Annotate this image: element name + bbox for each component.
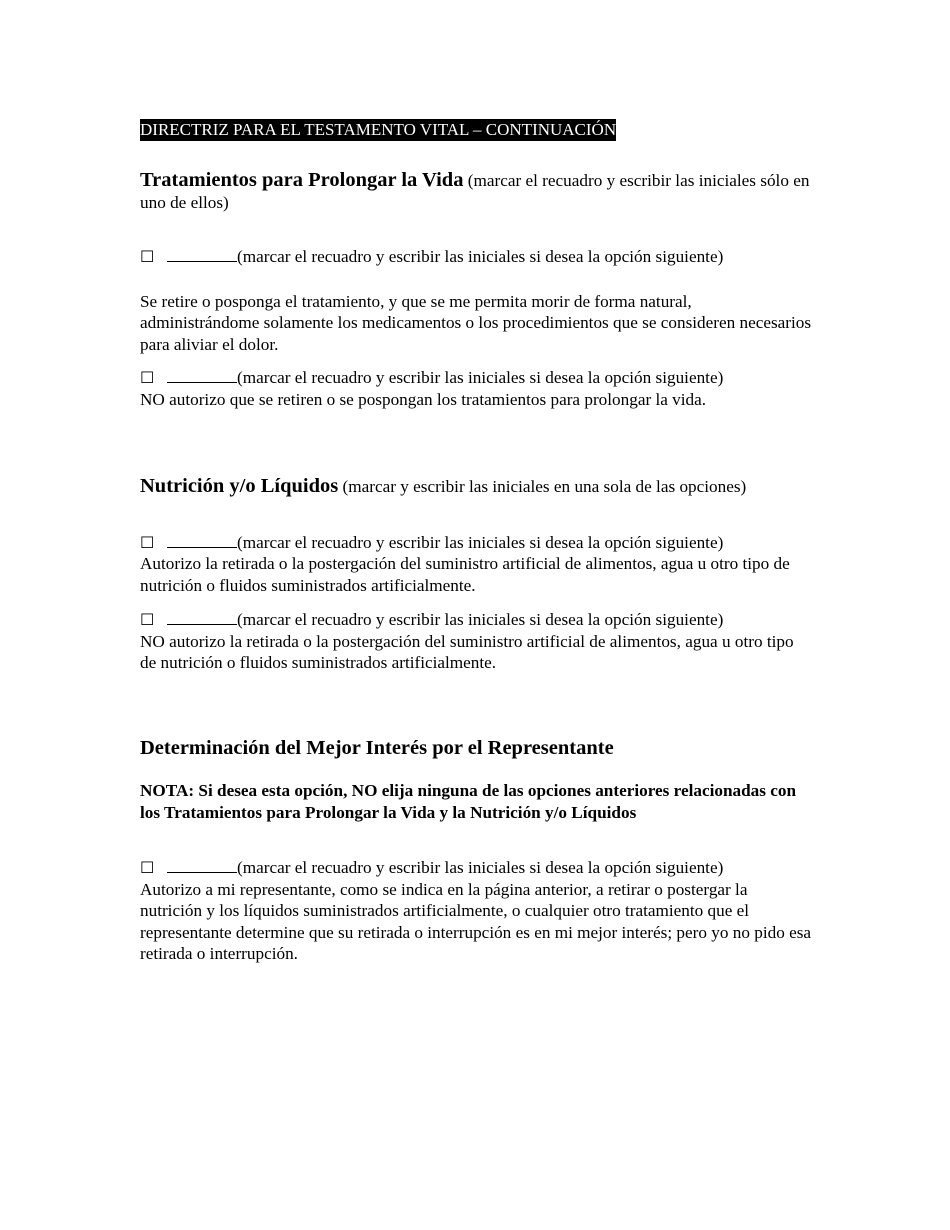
section-nutrition-title [140, 476, 812, 498]
section-title-text: Nutrición y/o Líquidos [140, 475, 339, 497]
option-label: (marcar el recuadro y escribir las iniciales si desea la opción siguiente) [237, 610, 724, 629]
section-instruction: (marcar y escribir las iniciales en una sola de las opciones) [342, 477, 747, 496]
initials-field[interactable] [167, 366, 237, 383]
checkbox-icon[interactable]: ☐ [140, 858, 155, 877]
section-title-text: Tratamientos para Prolongar la Vida [140, 169, 464, 191]
option-text: NO autorizo la retirada o la postergación del suministro artificial de alimentos, agua u otro tipo de nutrición o fluidos suministrados artificialmente. [140, 631, 794, 672]
option-no-withdraw-treatment [140, 366, 812, 389]
section-life-prolonging-title [140, 170, 812, 213]
option-label: (marcar el recuadro y escribir las iniciales si desea la opción siguiente) [237, 247, 724, 266]
option-text: Autorizo a mi representante, como se indica en la página anterior, a retirar o postergar la nutrición y los líquidos suministrados artificialmente, o cualquier otro tratamiento que el representante determine que su retirada o interrupción es en mi mejor interés; pero yo no pido esa retirada o interrupción. [140, 879, 812, 963]
section-representative-title: Determinación del Mejor Interés por el Representante [140, 736, 614, 759]
option-label: (marcar el recuadro y escribir las iniciales si desea la opción siguiente) [237, 858, 724, 877]
checkbox-icon[interactable]: ☐ [140, 247, 155, 266]
option-text: Se retire o posponga el tratamiento, y que se me permita morir de forma natural, administrándome solamente los medicamentos o los procedimientos que se consideren necesarios para aliviar el dolor. [140, 291, 812, 354]
initials-field[interactable] [167, 608, 237, 625]
checkbox-icon[interactable]: ☐ [140, 610, 155, 629]
option-text: Autorizo la retirada o la postergación del suministro artificial de alimentos, agua u otro tipo de nutrición o fluidos suministrados artificialmente. [140, 554, 790, 595]
option-label: (marcar el recuadro y escribir las iniciales si desea la opción siguiente) [237, 368, 724, 387]
option-label: (marcar el recuadro y escribir las iniciales si desea la opción siguiente) [237, 532, 724, 552]
initials-field[interactable] [167, 245, 237, 262]
section-instruction: (marcar el recuadro y escribir las iniciales sólo en uno de ellos) [140, 171, 810, 212]
header-banner: DIRECTRIZ PARA EL TESTAMENTO VITAL – CONTINUACIÓN [140, 120, 617, 139]
checkbox-icon[interactable]: ☐ [140, 532, 155, 552]
option-withdraw-nutrition [140, 531, 812, 554]
initials-field[interactable] [167, 531, 237, 548]
section-note: NOTA: Si desea esta opción, NO elija ninguna de las opciones anteriores relacionadas con los Tratamientos para Prolongar la Vida y la Nutrición y/o Líquidos [140, 781, 797, 822]
checkbox-icon[interactable]: ☐ [140, 368, 155, 387]
initials-field[interactable] [167, 856, 237, 873]
option-text: NO autorizo que se retiren o se pospongan los tratamientos para prolongar la vida. [140, 389, 707, 409]
option-representative-decision [140, 856, 812, 879]
document-page [140, 119, 812, 965]
option-no-withdraw-nutrition [140, 608, 812, 631]
option-withdraw-treatment [140, 245, 812, 268]
